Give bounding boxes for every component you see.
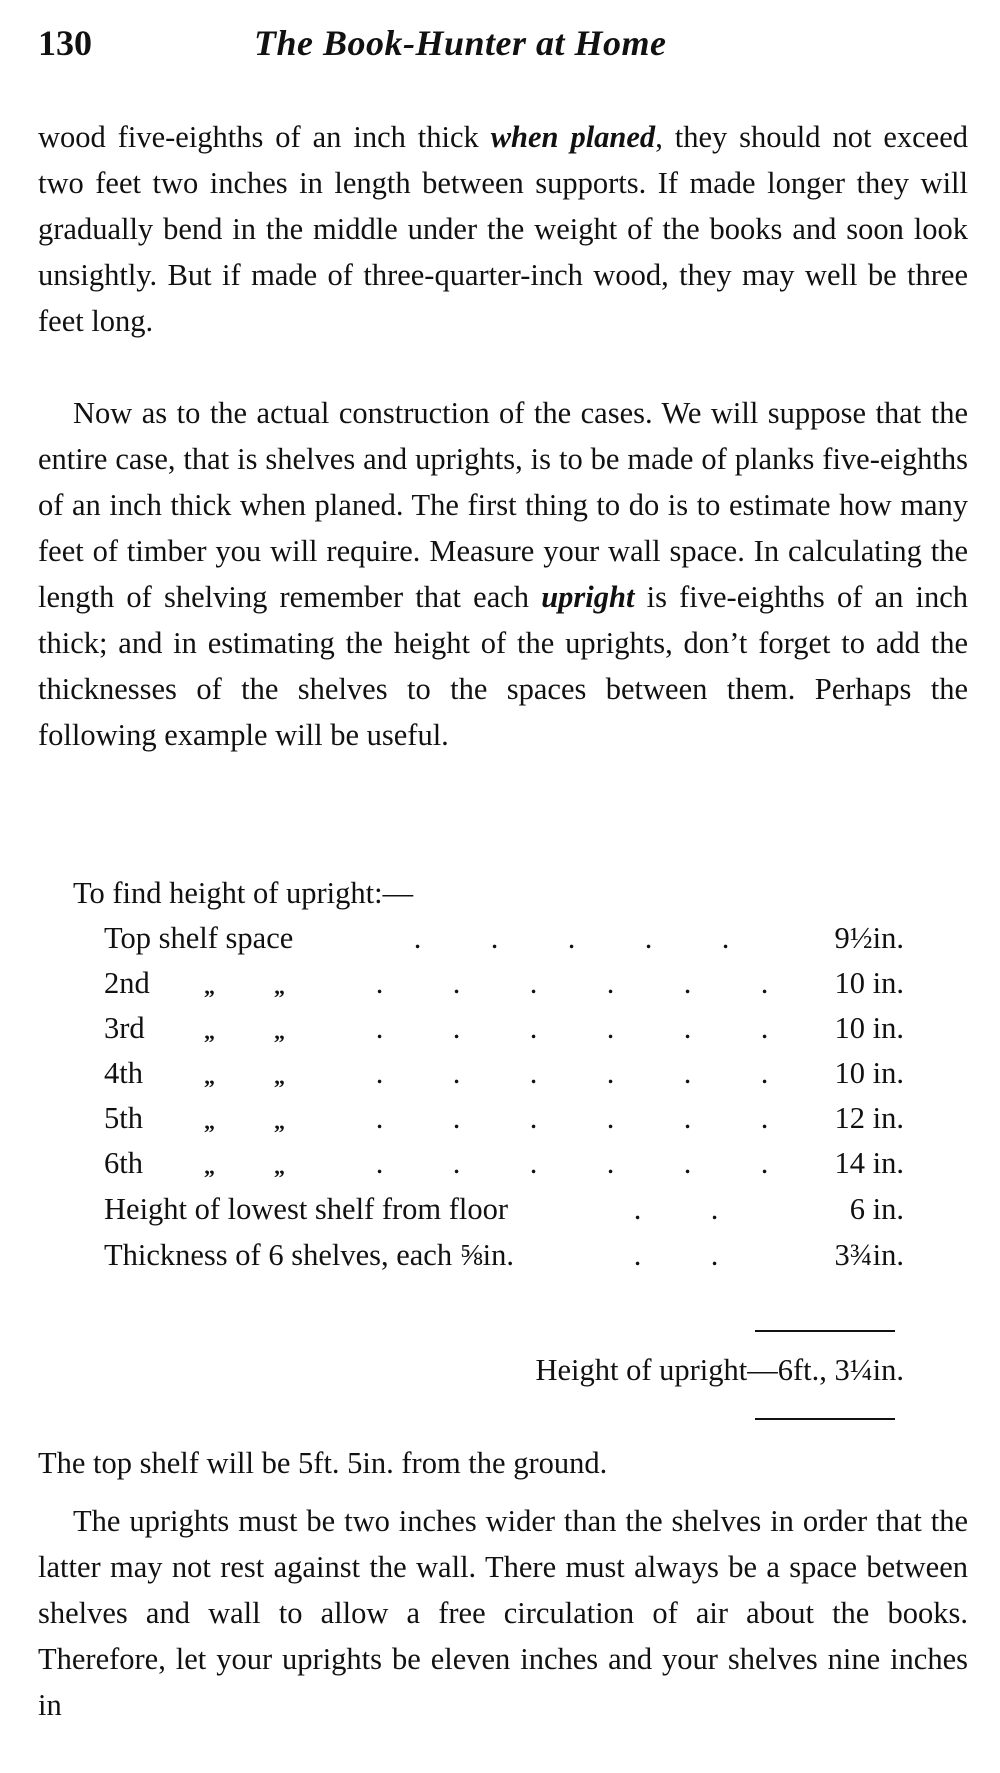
sum-rule-bottom	[755, 1418, 895, 1420]
calc-row-label: 2nd	[104, 966, 150, 1000]
calc-row	[104, 960, 904, 1010]
calc-row	[104, 1005, 904, 1055]
ditto-mark: „	[274, 1019, 285, 1044]
calculation-intro: To find height of upright:—	[73, 876, 414, 910]
calc-row	[104, 1095, 904, 1145]
calc-row	[104, 1232, 904, 1282]
calc-row-value: 12 in.	[834, 1101, 904, 1135]
paragraph-1-text-a: wood five-eighths of an inch thick	[38, 120, 491, 154]
leader-dots: . . . . . .	[375, 1101, 769, 1135]
ditto-mark: „	[204, 1064, 215, 1089]
calc-row-value: 9½in.	[834, 921, 904, 955]
paragraph-2	[38, 390, 968, 758]
ditto-mark: „	[204, 974, 215, 999]
calc-row-label: Thickness of 6 shelves, each ⅝in.	[104, 1238, 514, 1272]
ditto-mark: „	[274, 974, 285, 999]
leader-dots: . . . . . .	[375, 1146, 769, 1180]
ditto-mark: „	[204, 1154, 215, 1179]
calc-row-value: 6 in.	[849, 1192, 904, 1226]
calc-row-value: 10 in.	[834, 1011, 904, 1045]
page-header	[38, 22, 978, 82]
calculation-total: Height of upright—6ft., 3¼in.	[535, 1353, 904, 1387]
paragraph-2-emphasis: upright	[541, 580, 635, 614]
top-shelf-note: The top shelf will be 5ft. 5in. from the ground.	[38, 1446, 608, 1480]
paragraph-1	[38, 114, 968, 344]
calc-row-label: 6th	[104, 1146, 143, 1180]
calc-row-label: 4th	[104, 1056, 143, 1090]
ditto-mark: „	[204, 1019, 215, 1044]
ditto-mark: „	[274, 1064, 285, 1089]
paragraph-2-text-b: is five-eighths of an inch thick; and in estimating the height of the uprights, don’t forget to add the thicknesses of the shelves to the spaces between them. Perhaps the following example will be useful.	[38, 580, 968, 752]
paragraph-3: The uprights must be two inches wider than the shelves in order that the latter may not rest against the wall. There must always be a space between shelves and wall to allow a free circulation of air about the books. Therefore, let your uprights be eleven inches and your shelves nine inches in	[38, 1504, 968, 1722]
calc-row-value: 10 in.	[834, 1056, 904, 1090]
leader-dots: . .	[633, 1238, 719, 1272]
ditto-mark: „	[274, 1109, 285, 1134]
calc-row	[104, 1140, 904, 1190]
leader-dots: . . . . . .	[375, 1056, 769, 1090]
calc-row-label: Height of lowest shelf from floor	[104, 1192, 509, 1226]
paragraph-2-text-a: Now as to the actual construction of the cases. We will suppose that the entire case, that is shelves and uprights, is to be made of planks five-eighths of an inch thick when planed. The first thing to do is to estimate how many feet of timber you will require. Measure your wall space. In calculating the length of shelving remember that each	[38, 396, 968, 614]
leader-dots: . .	[633, 1192, 719, 1226]
calc-row	[104, 1186, 904, 1236]
page-number: 130	[38, 23, 92, 63]
ditto-mark: „	[274, 1154, 285, 1179]
calc-row-label: 3rd	[104, 1011, 145, 1045]
calc-row	[104, 1050, 904, 1100]
calc-row	[104, 915, 904, 965]
ditto-mark: „	[204, 1109, 215, 1134]
sum-rule-top	[755, 1330, 895, 1332]
leader-dots: . . . . .	[413, 921, 730, 955]
paragraph-1-text-b: , they should not exceed two feet two inches in length between supports. If made longer they will gradually bend in the middle under the weight of the books and soon look unsightly. But if made of three-quarter-inch wood, they may well be three feet long.	[38, 120, 969, 338]
leader-dots: . . . . . .	[375, 1011, 769, 1045]
leader-dots: . . . . . .	[375, 966, 769, 1000]
paragraph-1-emphasis: when planed	[490, 120, 656, 154]
calc-row-value: 14 in.	[834, 1146, 904, 1180]
calc-row-value: 3¾in.	[834, 1238, 904, 1272]
calc-row-label: 5th	[104, 1101, 143, 1135]
calc-row-label: Top shelf space	[104, 921, 294, 955]
running-title: The Book-Hunter at Home	[254, 23, 667, 63]
calc-row-value: 10 in.	[834, 966, 904, 1000]
